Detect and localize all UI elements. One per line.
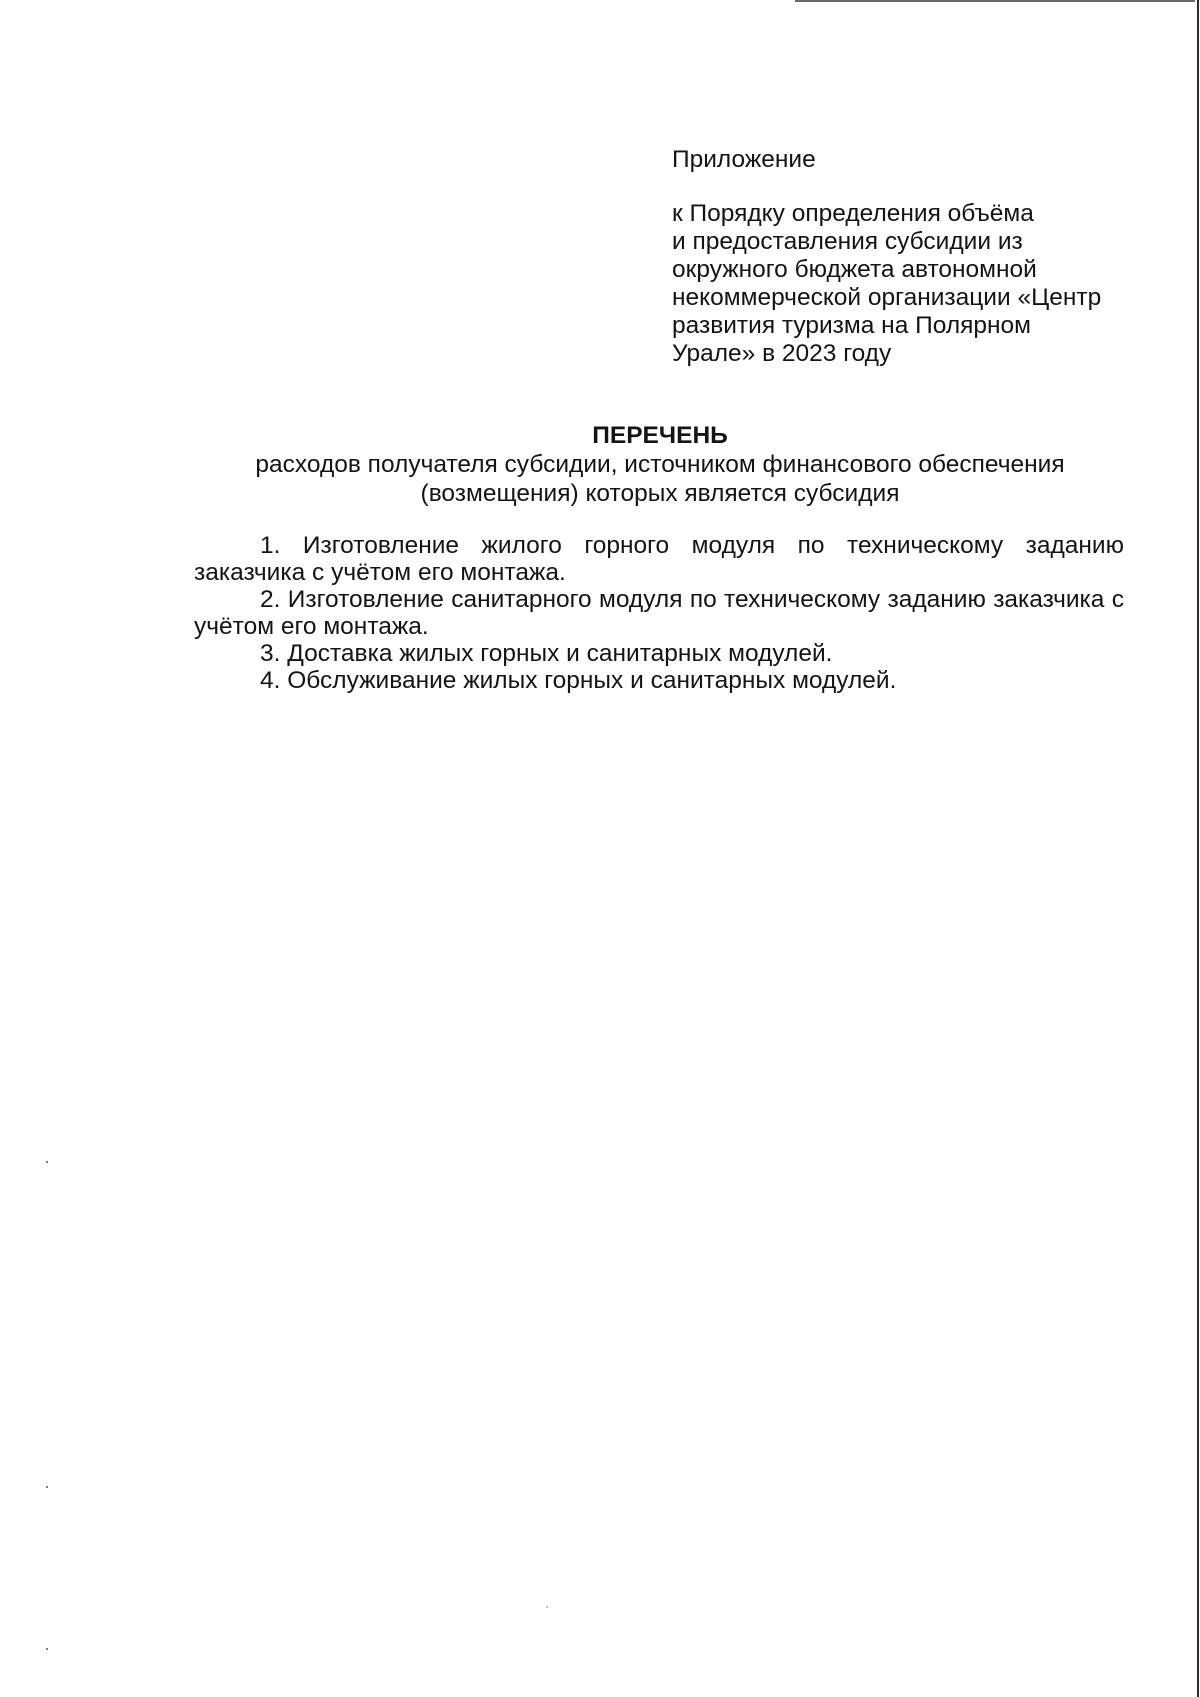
scan-edge-top	[795, 0, 1195, 2]
scan-speck	[546, 1606, 548, 1608]
appendix-line: к Порядку определения объёма	[672, 200, 1034, 227]
appendix-line: и предоставления субсидии из	[672, 228, 1023, 255]
appendix-line: Урале» в 2023 году	[672, 340, 892, 367]
appendix-line: развития туризма на Полярном	[672, 312, 1032, 339]
heading-subtitle-line: (возмещения) которых является субсидия	[420, 480, 900, 507]
appendix-title: Приложение	[672, 146, 816, 173]
appendix-line: окружного бюджета автономной	[672, 256, 1037, 283]
appendix-line: некоммерческой организации «Центр	[672, 284, 1102, 311]
heading-title: ПЕРЕЧЕНЬ	[592, 422, 728, 449]
list-item: 1. Изготовление жилого горного модуля по техническому заданию заказчика с учётом его монтажа.	[194, 532, 1124, 586]
scan-edge-right	[1197, 0, 1199, 1697]
list-item: 2. Изготовление санитарного модуля по техническому заданию заказчика с учётом его монтажа.	[194, 586, 1124, 640]
heading-subtitle-line: расходов получателя субсидии, источником финансового обеспечения	[255, 451, 1065, 478]
scan-speck	[46, 1161, 48, 1163]
appendix-block	[672, 146, 1162, 368]
list-item: 3. Доставка жилых горных и санитарных модулей.	[260, 640, 833, 667]
scan-speck	[46, 1648, 48, 1650]
document-heading	[160, 421, 1160, 508]
list-item: 4. Обслуживание жилых горных и санитарных модулей.	[260, 667, 897, 694]
expense-list	[194, 532, 1124, 694]
scan-speck	[46, 1486, 48, 1488]
